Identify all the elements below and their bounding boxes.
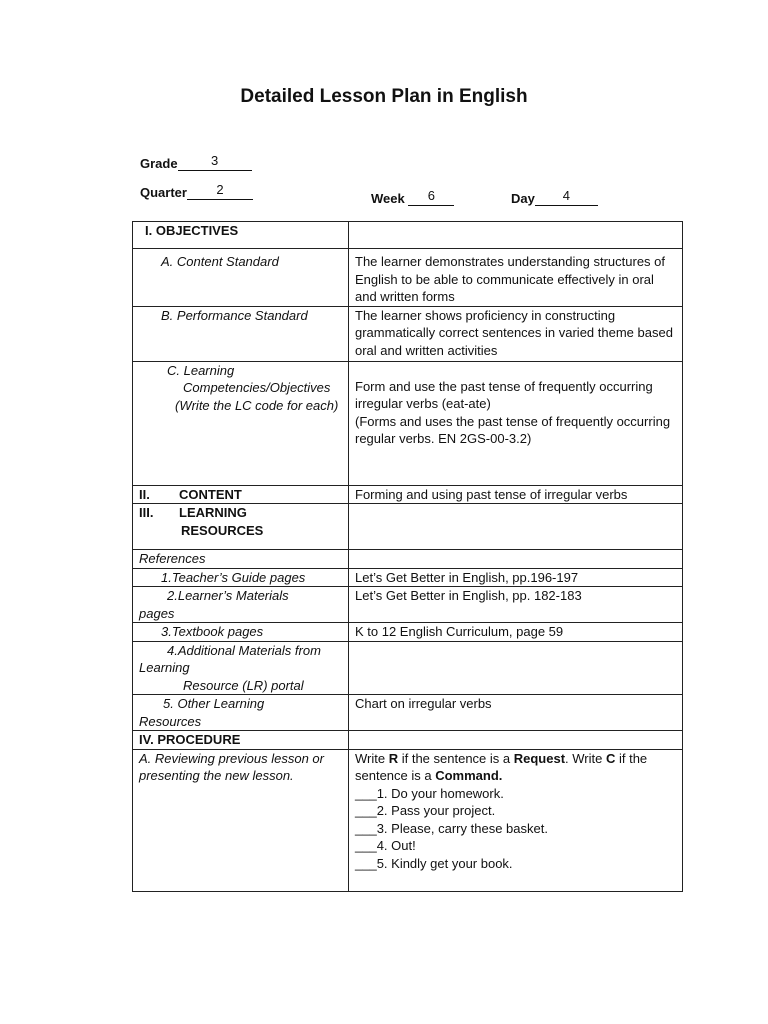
learning-resources-heading-cell bbox=[133, 504, 349, 550]
other-resources-label-cell bbox=[133, 695, 349, 731]
quarter-field bbox=[140, 182, 253, 200]
week-label: Week bbox=[371, 191, 405, 206]
review-label: A. Reviewing previous lesson or presenting the new lesson. bbox=[133, 749, 349, 891]
learners-materials-text: Let’s Get Better in English, pp. 182-183 bbox=[349, 587, 683, 623]
objectives-row bbox=[133, 222, 683, 249]
competencies-text-2: (Forms and uses the past tense of frequently occurring regular verbs. EN 2GS-00-3.2) bbox=[355, 413, 671, 446]
content-heading-cell bbox=[133, 485, 349, 504]
learning-resources-heading-line bbox=[139, 504, 342, 522]
grade-value: 3 bbox=[210, 153, 219, 168]
other-resources-row bbox=[133, 695, 683, 731]
instr-mid3: if the sentence is a bbox=[355, 750, 648, 783]
day-field bbox=[511, 188, 598, 206]
procedure-row bbox=[133, 731, 683, 750]
instr-c: C bbox=[605, 750, 616, 766]
document-title: Detailed Lesson Plan in English bbox=[240, 86, 528, 107]
learners-materials-row bbox=[133, 587, 683, 623]
other-resources-text: Chart on irregular verbs bbox=[349, 695, 683, 731]
additional-materials-label-1: 4.Additional Materials from bbox=[167, 642, 321, 658]
procedure-empty-cell bbox=[349, 731, 683, 750]
content-standard-text: The learner demonstrates understanding structures of English to be able to communicate effectively in oral and written forms bbox=[349, 249, 683, 307]
procedure-item: ___3. Please, carry these basket. bbox=[355, 820, 548, 836]
teachers-guide-label: 1.Teacher’s Guide pages bbox=[133, 568, 349, 587]
day-label: Day bbox=[511, 191, 535, 206]
week-field bbox=[371, 188, 454, 206]
week-value: 6 bbox=[427, 188, 435, 203]
instr-write: Write bbox=[355, 750, 389, 766]
procedure-item: ___2. Pass your project. bbox=[355, 803, 496, 818]
content-standard-label: A. Content Standard bbox=[133, 249, 349, 307]
textbook-label: 3.Textbook pages bbox=[133, 623, 349, 642]
grade-field bbox=[140, 153, 252, 171]
procedure-item: ___1. Do your homework. bbox=[355, 785, 504, 801]
performance-standard-text: The learner shows proficiency in constructing grammatically correct sentences in varied theme based oral and written activities bbox=[349, 306, 683, 361]
content-heading: CONTENT bbox=[179, 486, 242, 502]
day-blank bbox=[535, 188, 598, 206]
references-row bbox=[133, 550, 683, 569]
textbook-text: K to 12 English Curriculum, page 59 bbox=[349, 623, 683, 642]
instr-request: Request bbox=[513, 750, 566, 766]
content-number: II. bbox=[139, 486, 150, 502]
learning-resources-row bbox=[133, 504, 683, 550]
performance-standard-label: B. Performance Standard bbox=[133, 306, 349, 361]
grade-blank bbox=[178, 153, 252, 171]
review-content-cell bbox=[349, 749, 683, 891]
learners-materials-label-2: pages bbox=[139, 605, 175, 621]
additional-materials-label-3: Resource (LR) portal bbox=[183, 677, 304, 693]
learning-resources-number: III. bbox=[139, 505, 154, 520]
competencies-label-2: Competencies/Objectives bbox=[183, 380, 331, 395]
performance-standard-row bbox=[133, 306, 683, 361]
lesson-plan-table bbox=[132, 221, 683, 892]
teachers-guide-text: Let’s Get Better in English, pp.196-197 bbox=[349, 568, 683, 587]
additional-materials-row bbox=[133, 641, 683, 695]
learners-materials-label-1: 2.Learner’s Materials bbox=[167, 588, 289, 603]
quarter-label: Quarter bbox=[140, 185, 187, 200]
instr-mid2: . Write bbox=[565, 750, 606, 766]
competencies-text-cell bbox=[349, 361, 683, 485]
review-instructions bbox=[355, 751, 647, 784]
competencies-note bbox=[139, 397, 342, 415]
competencies-label-cell bbox=[133, 361, 349, 485]
other-resources-label-1: 5. Other Learning bbox=[163, 696, 265, 711]
week-blank bbox=[408, 188, 454, 206]
learning-resources-heading-1: LEARNING bbox=[179, 505, 247, 520]
additional-materials-label-cell bbox=[133, 641, 349, 695]
procedure-item: ___4. Out! bbox=[355, 838, 416, 853]
competencies-text-1: Form and use the past tense of frequently occurring irregular verbs (eat-ate) bbox=[355, 378, 653, 411]
instr-r: R bbox=[388, 750, 399, 766]
competencies-row bbox=[133, 361, 683, 485]
quarter-blank bbox=[187, 182, 253, 200]
teachers-guide-row bbox=[133, 568, 683, 587]
additional-materials-empty-cell bbox=[349, 641, 683, 695]
instr-mid1: if the sentence is a bbox=[398, 750, 514, 766]
additional-materials-label-2: Learning bbox=[139, 660, 190, 675]
objectives-empty-cell bbox=[349, 222, 683, 249]
learning-resources-heading-2: RESOURCES bbox=[181, 522, 264, 538]
content-row bbox=[133, 485, 683, 504]
content-standard-row bbox=[133, 249, 683, 307]
objectives-heading: I. OBJECTIVES bbox=[133, 222, 349, 249]
procedure-heading: IV. PROCEDURE bbox=[133, 731, 349, 750]
instr-command: Command. bbox=[435, 768, 503, 783]
references-empty-cell bbox=[349, 550, 683, 569]
quarter-value: 2 bbox=[216, 182, 224, 197]
procedure-item: ___5. Kindly get your book. bbox=[355, 855, 513, 871]
learning-resources-empty-cell bbox=[349, 504, 683, 550]
review-row bbox=[133, 749, 683, 891]
day-value: 4 bbox=[562, 188, 570, 203]
other-resources-label-2: Resources bbox=[139, 713, 202, 729]
textbook-row bbox=[133, 623, 683, 642]
learners-materials-label-cell bbox=[133, 587, 349, 623]
competencies-label-1: C. Learning bbox=[167, 362, 235, 378]
grade-label: Grade bbox=[140, 156, 178, 171]
content-text: Forming and using past tense of irregular verbs bbox=[349, 485, 683, 504]
competencies-note-text: (Write the LC code for each) bbox=[175, 397, 339, 413]
references-label: References bbox=[133, 550, 349, 569]
